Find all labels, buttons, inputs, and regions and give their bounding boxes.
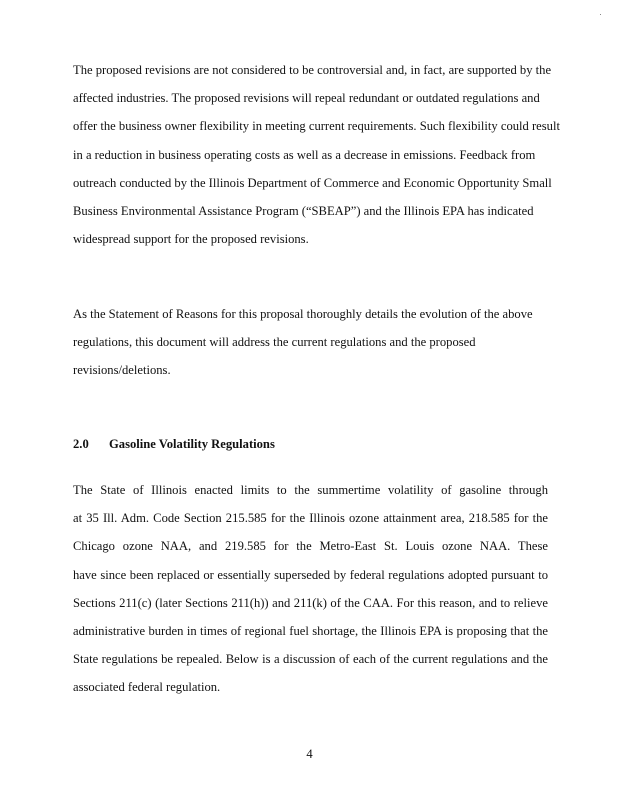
paragraph-gasoline [73,476,548,702]
scan-mark [600,14,601,15]
text-line: The State of Illinois enacted limits to the summertime volatility of gasoline through [73,483,548,497]
text-line: affected industries. The proposed revisions will repeal redundant or outdated regulations and [73,91,540,106]
text-line: in a reduction in business operating costs as well as a decrease in emissions. Feedback from [73,147,536,162]
text-line: have since been replaced or essentially superseded by federal regulations adopted pursuant to [73,567,548,582]
section-number: 2.0 [73,437,89,451]
text-line: revisions/deletions. [73,363,171,378]
text-line: Sections 211(c) (later Sections 211(h)) and 211(k) of the CAA. For this reason, and to relieve [73,595,548,610]
text-line: at 35 Ill. Adm. Code Section 215.585 for the Illinois ozone attainment area, 218.585 for the [73,511,548,526]
text-line: State regulations be repealed. Below is a discussion of each of the current regulations and the [73,652,548,667]
paragraph-intro [73,56,560,253]
text-line: offer the business owner flexibility in meeting current requirements. Such flexibility could result [73,119,560,134]
paragraph-statement [73,300,548,385]
text-line: associated federal regulation. [73,680,221,695]
section-title: Gasoline Volatility Regulations [109,437,275,451]
text-line: widespread support for the proposed revisions. [73,232,309,247]
text-line: administrative burden in times of regional fuel shortage, the Illinois EPA is proposing that the [73,623,548,638]
text-line: As the Statement of Reasons for this proposal thoroughly details the evolution of the above [73,307,533,321]
text-line: The proposed revisions are not considered to be controversial and, in fact, are supported by the [73,63,552,77]
text-line: outreach conducted by the Illinois Department of Commerce and Economic Opportunity Small [73,175,552,190]
text-line: Business Environmental Assistance Program (“SBEAP”) and the Illinois EPA has indicated [73,203,534,218]
page-number: 4 [306,747,313,761]
text-line: Chicago ozone NAA, and 219.585 for the Metro-East St. Louis ozone NAA. These [73,539,548,554]
section-heading [73,437,275,452]
text-line: regulations, this document will address the current regulations and the proposed [73,335,476,350]
